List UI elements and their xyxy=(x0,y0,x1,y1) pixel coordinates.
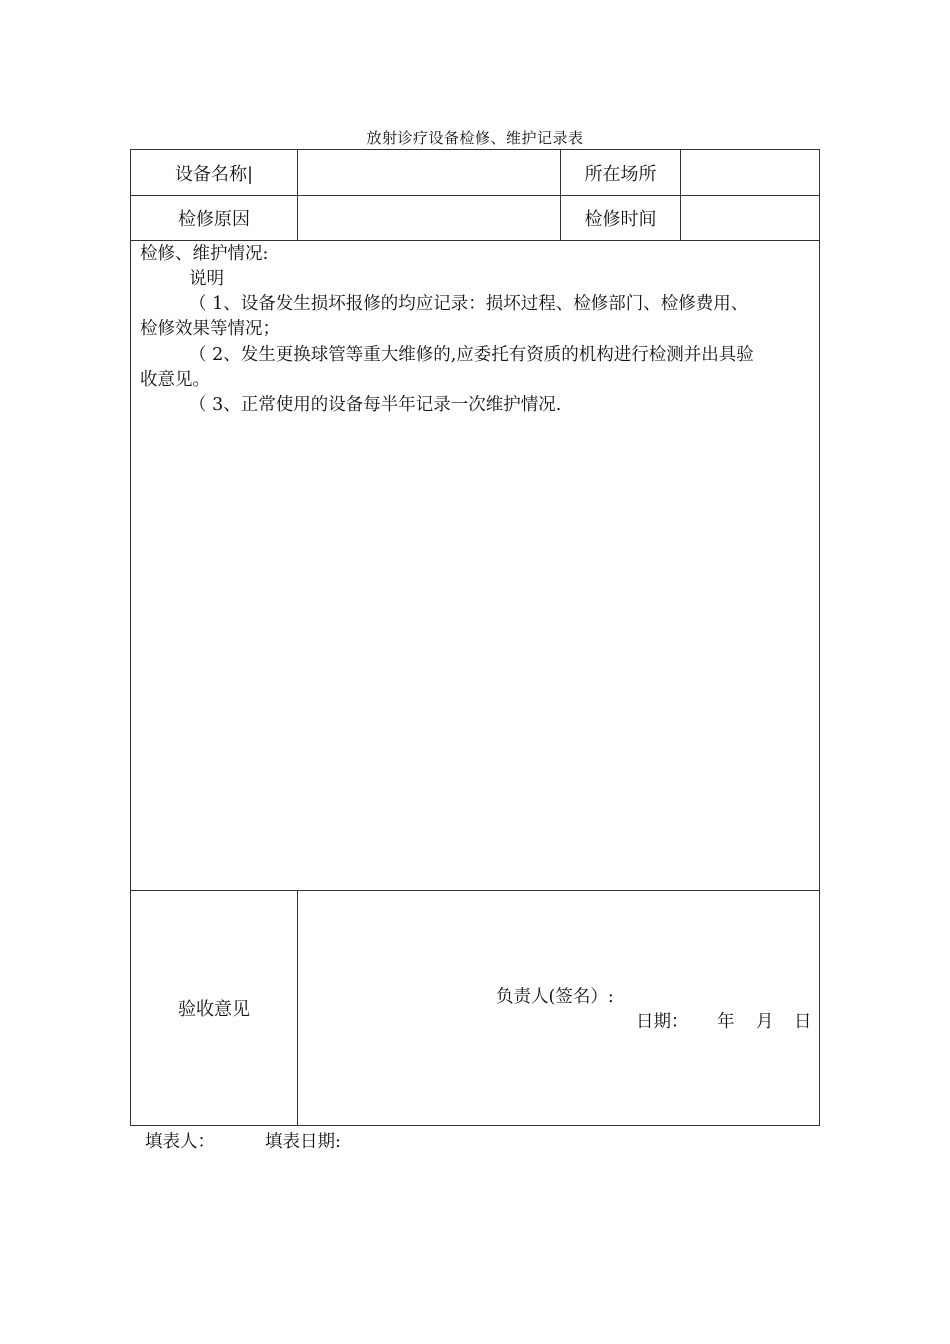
note3: （ 3、正常使用的设备每半年记录一次维护情况. xyxy=(189,395,562,415)
maintenance-heading: 检修、维护情况: xyxy=(140,244,269,264)
repair-reason-label-cell xyxy=(130,195,298,241)
note1-line2: 检修效果等情况； xyxy=(140,319,280,339)
location-field[interactable] xyxy=(680,149,820,196)
repair-time-label-cell xyxy=(560,195,681,241)
responsible-signature-label: 负责人(签名）: xyxy=(496,987,614,1007)
filler-label: 填表人： xyxy=(145,1132,215,1152)
note2-line2: 收意见。 xyxy=(140,370,210,390)
repair-time-label: 检修时间 xyxy=(584,209,657,230)
acceptance-label-cell xyxy=(130,890,298,1126)
device-name-label-cell xyxy=(130,149,298,196)
note2-line1: （ 2、发生更换球管等重大维修的,应委托有资质的机构进行检测并出具验 xyxy=(189,345,754,365)
repair-reason-field[interactable] xyxy=(297,195,561,241)
repair-time-field[interactable] xyxy=(680,195,820,241)
note-label: 说明 xyxy=(189,269,224,289)
acceptance-day-label: 日 xyxy=(794,1012,812,1032)
note1-line1: （ 1、设备发生损坏报修的均应记录：损坏过程、检修部门、检修费用、 xyxy=(189,294,749,314)
acceptance-label: 验收意见 xyxy=(178,999,250,1020)
acceptance-month-label: 月 xyxy=(756,1012,774,1032)
location-label: 所在场所 xyxy=(584,163,657,185)
repair-reason-label: 检修原因 xyxy=(178,209,250,230)
device-name-label: 设备名称| xyxy=(174,163,254,185)
device-name-field[interactable] xyxy=(297,149,561,196)
fill-date-label: 填表日期: xyxy=(265,1132,341,1152)
location-label-cell xyxy=(560,149,681,196)
acceptance-year-label: 年 xyxy=(717,1012,735,1032)
acceptance-date-label: 日期： xyxy=(636,1012,689,1032)
form-title: 放射诊疗设备检修、维护记录表 xyxy=(366,129,584,147)
